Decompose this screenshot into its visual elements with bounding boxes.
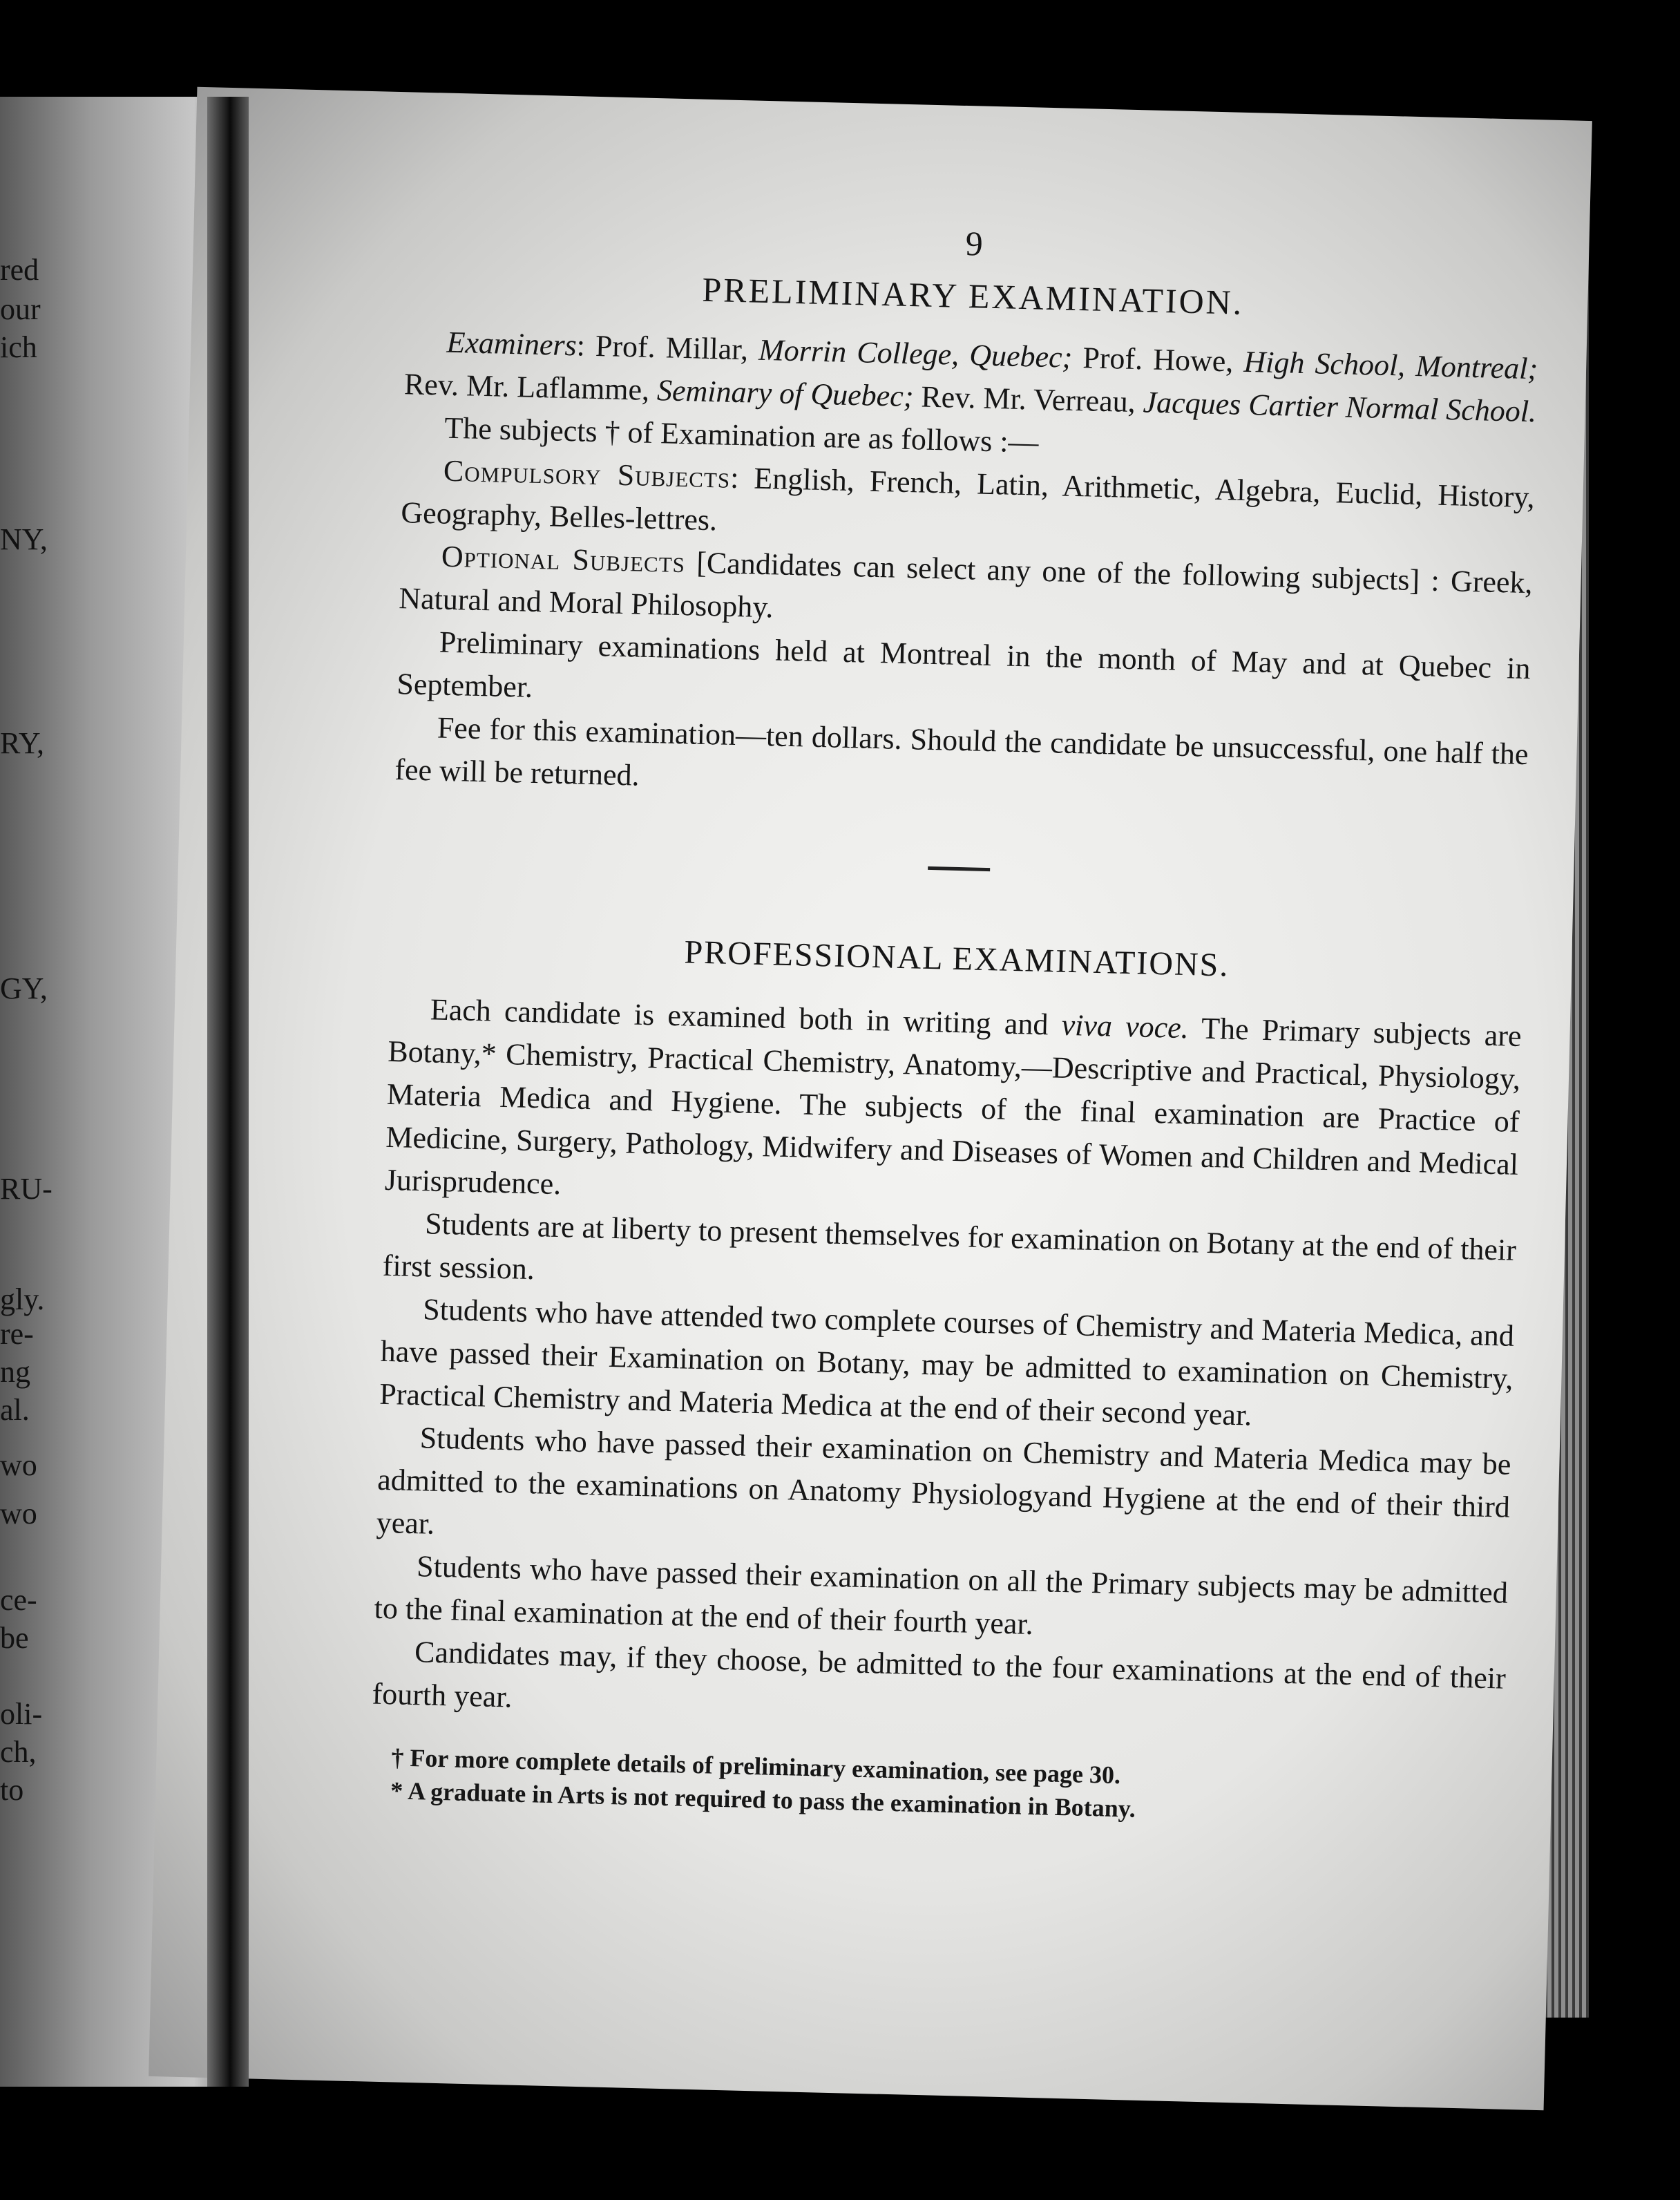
left-page-fragment: re- — [0, 1317, 34, 1351]
left-page-fragment: ng — [0, 1355, 30, 1389]
left-page-fragment: al. — [0, 1393, 30, 1427]
left-page-fragment: NY, — [0, 522, 48, 556]
left-page-fragment: RU- — [0, 1172, 52, 1206]
left-page-fragment: ce- — [0, 1583, 37, 1617]
professional-paragraph-2: Students are at liberty to present themselves for examination on Botany at the end of their first session. — [382, 1206, 1517, 1287]
left-page-fragment: our — [0, 292, 41, 326]
professional-paragraph-1 — [384, 987, 1522, 1229]
page-content — [370, 209, 1541, 1834]
high-school: High School, Montreal; — [1243, 344, 1538, 386]
left-page-fragment: RY, — [0, 726, 45, 760]
examiners-text: Rev. Mr. Laflamme, — [403, 367, 658, 408]
left-page-fragment: ich — [0, 330, 37, 364]
professional-paragraph-4: Students who have passed their examination on Chemistry and Materia Medica may be admitted to the examinations on Anatomy Physiologyand Hygiene at the end of their third year. — [376, 1421, 1511, 1541]
paragraph-text: The Primary subjects are Botany,* Chemistry, Practical Chemistry, Anatomy,—Descriptive and Practical, Physiology, Materia Medica and Hygiene. The subjects of the final examination are Practice of Medicine, Surgery, Pathology, Midwifery and Diseases of Women and Children and Medical Jurisprudence. — [384, 1011, 1522, 1202]
section-divider — [928, 866, 990, 871]
page-number: 9 — [965, 224, 984, 263]
book-page — [149, 87, 1592, 2110]
left-page-fragment: be — [0, 1621, 29, 1655]
examiners-text: : Prof. Millar, — [576, 328, 759, 367]
footnote-star: * A graduate in Arts is not required to pass the examination in Botany. — [390, 1776, 1136, 1823]
left-page-fragment: gly. — [0, 1282, 45, 1316]
paragraph-text: Each candidate is examined both in writing and — [430, 992, 1062, 1042]
morrin-college: Morrin College, Quebec; — [758, 332, 1073, 374]
left-page-fragment: ch, — [0, 1735, 37, 1769]
examiners-label: Examiners — [446, 325, 578, 363]
compulsory-label: Compulsory Subjects — [443, 453, 731, 495]
examiners-text: Rev. Mr. Verreau, — [913, 379, 1144, 419]
professional-paragraph-6: Candidates may, if they choose, be admitted to the four examinations at the end of their fourth year. — [372, 1635, 1507, 1714]
examination-fee: Fee for this examination—ten dollars. Should the candidate be unsuccessful, one half the fee will be returned. — [394, 710, 1529, 793]
subjects-intro: The subjects † of Examination are as follows :— — [443, 410, 1040, 459]
compulsory-text: : English, French, Latin, Arithmetic, Algebra, Euclid, History, Geography, Belles-lettres. — [400, 460, 1536, 538]
optional-label: Optional Subjects — [441, 539, 686, 580]
optional-text: [Candidates can select any one of the following subjects] : Greek, Natural and Moral Philosophy. — [398, 545, 1534, 625]
examination-dates: Preliminary examinations held at Montreal in the month of May and at Quebec in September. — [396, 625, 1531, 704]
footnote-dagger: † For more complete details of preliminary examination, see page 30. — [391, 1743, 1121, 1790]
left-page-fragment: wo — [0, 1448, 37, 1482]
professional-heading: PROFESSIONAL EXAMINATIONS. — [683, 933, 1230, 984]
footnotes — [370, 1741, 1504, 1834]
jacques-cartier: Jacques Cartier Normal School. — [1143, 385, 1537, 429]
viva-voce: viva voce. — [1061, 1007, 1190, 1045]
book-gutter — [207, 97, 249, 2087]
professional-paragraph-5: Students who have passed their examination on all the Primary subjects may be admitted to the final examination at the end of their fourth year. — [374, 1549, 1509, 1641]
seminary-of-quebec: Seminary of Quebec; — [656, 373, 915, 414]
left-page-fragment: GY, — [0, 971, 48, 1005]
left-page-fragment: to — [0, 1773, 24, 1807]
examiners-text: Prof. Howe, — [1071, 340, 1245, 379]
preliminary-heading: PRELIMINARY EXAMINATION. — [701, 269, 1244, 322]
left-page-fragment: oli- — [0, 1697, 43, 1731]
left-page-fragment: red — [0, 253, 39, 287]
left-page-fragment: wo — [0, 1497, 37, 1530]
professional-paragraph-3: Students who have attended two complete courses of Chemistry and Materia Medica, and have passed their Examination on Botany, may be admitted to examination on Chemistry, Practical Chemistry and Materia Medica at the end of their second year. — [379, 1292, 1515, 1432]
